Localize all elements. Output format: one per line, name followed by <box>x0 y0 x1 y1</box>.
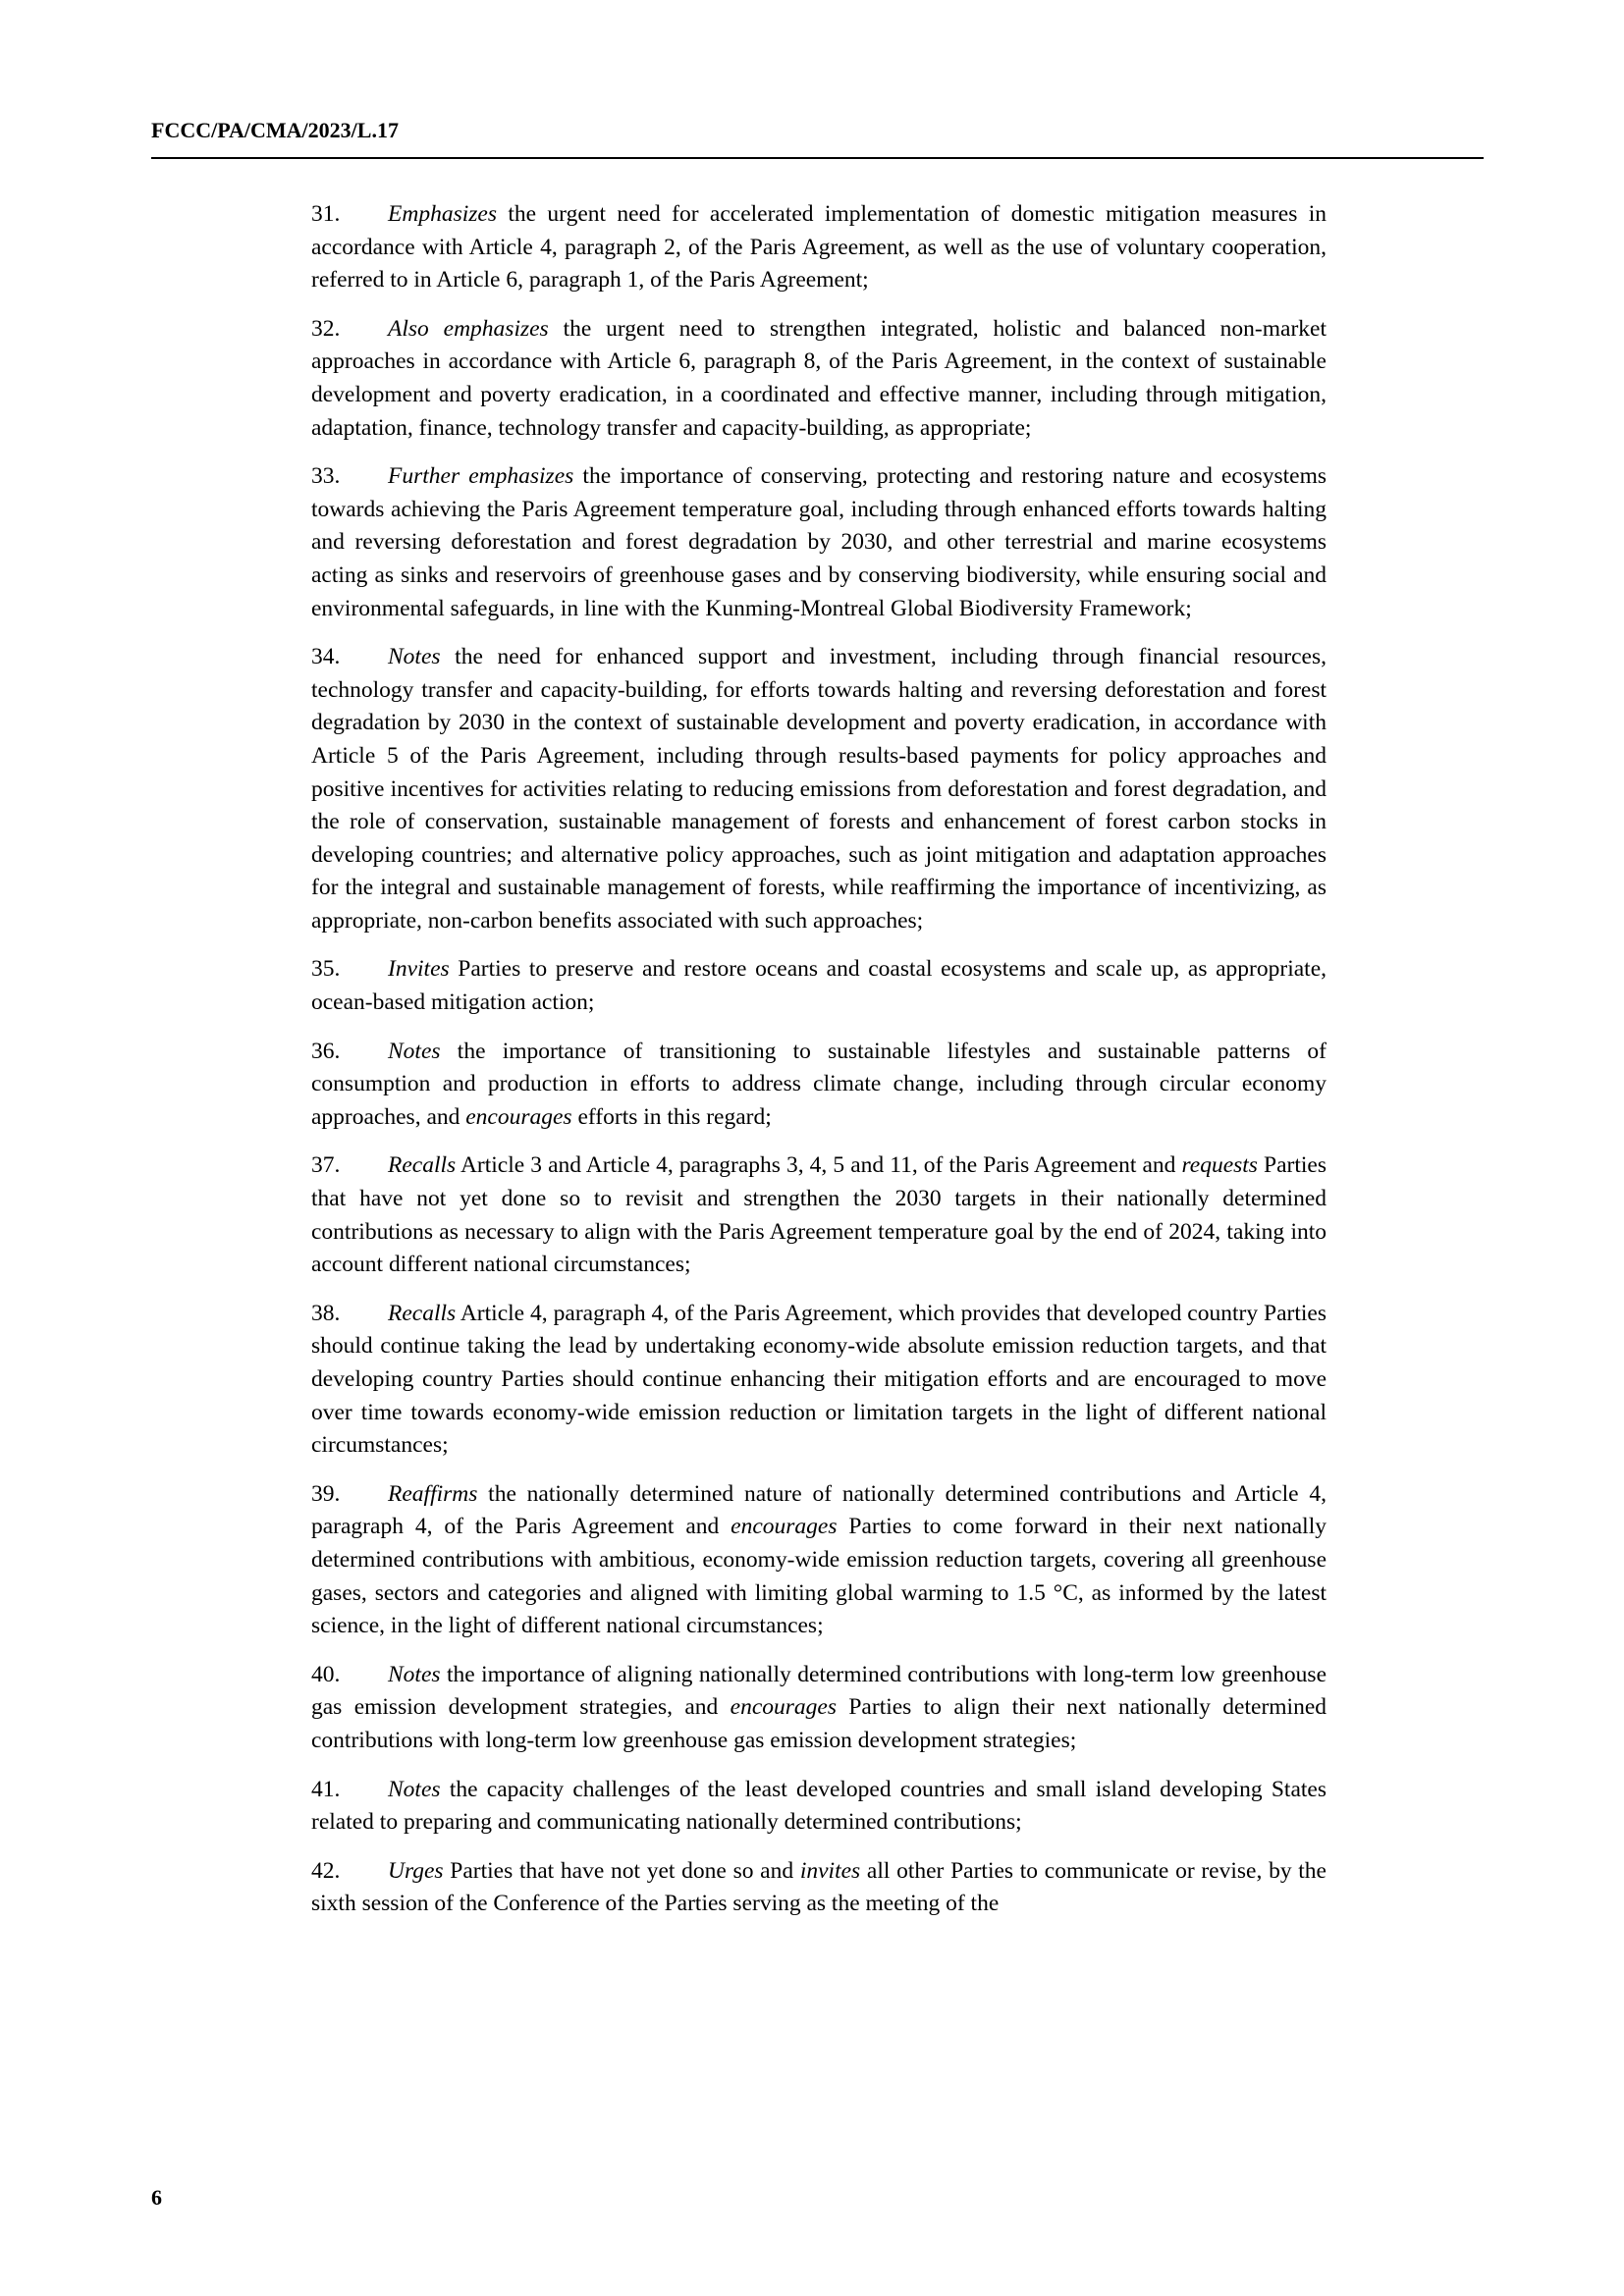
operative-verb: Reaffirms <box>388 1480 478 1507</box>
operative-verb: Urges <box>388 1857 444 1884</box>
paragraph <box>311 1298 1326 1463</box>
operative-verb: requests <box>1181 1152 1258 1179</box>
paragraph <box>311 641 1326 937</box>
paragraph-number: 40. <box>311 1661 341 1687</box>
paragraph-text: Parties to align their next nationally determined contributions with long-term low greenhouse gas emission development strategies; <box>311 1694 1327 1753</box>
paragraph-text: the nationally determined nature of nationally determined contributions and Article 4, paragraph 4, of the Paris Agreement and <box>311 1480 1326 1540</box>
paragraph-number: 36. <box>311 1038 341 1064</box>
document-symbol: FCCC/PA/CMA/2023/L.17 <box>151 118 399 142</box>
operative-verb: Also emphasizes <box>388 315 549 342</box>
operative-verb: Invites <box>388 956 450 983</box>
paragraph-number: 31. <box>311 201 341 227</box>
paragraph-text: the importance of transitioning to sustainable lifestyles and sustainable patterns of consumption and production in efforts to address climate change, including through circular economy approaches, and <box>311 1038 1326 1130</box>
page-number: 6 <box>151 2185 162 2210</box>
paragraph <box>311 1149 1326 1281</box>
paragraph-text: Article 3 and Article 4, paragraphs 3, 4, 5 and 11, of the Paris Agreement and <box>456 1152 1182 1179</box>
paragraph-number: 35. <box>311 956 341 983</box>
operative-verb: Notes <box>388 644 441 670</box>
paragraph-text: the importance of aligning nationally determined contributions with long-term low greenhouse gas emission development strategies, and <box>311 1661 1326 1721</box>
paragraph <box>311 198 1326 297</box>
operative-verb: invites <box>799 1857 861 1884</box>
paragraph-text: Parties to come forward in their next nationally determined contributions with ambitious, economy-wide emission reduction targets, covering all greenhouse gases, sectors and categories and aligned with limiting global warming to 1.5 °C, as informed by the latest science, in the light of different national circumstances; <box>311 1514 1326 1639</box>
operative-verb: Recalls <box>388 1152 457 1179</box>
paragraph <box>311 1478 1326 1643</box>
operative-verb: encourages <box>465 1103 572 1130</box>
paragraph-text: Parties that have not yet done so to revisit and strengthen the 2030 targets in their nationally determined contributions as necessary to align with the Paris Agreement temperature goal by the end of 2024, taking into account different national circumstances; <box>311 1152 1326 1278</box>
paragraph-number: 32. <box>311 315 341 342</box>
paragraph-number: 38. <box>311 1300 341 1326</box>
paragraph-number: 42. <box>311 1857 341 1884</box>
header-rule <box>151 157 1484 159</box>
operative-verb: encourages <box>731 1514 838 1540</box>
operative-verb: Notes <box>388 1661 441 1687</box>
paragraph-text: efforts in this regard; <box>571 1103 772 1130</box>
operative-verb: encourages <box>730 1694 837 1721</box>
paragraph-number: 39. <box>311 1480 341 1507</box>
operative-verb: Further emphasizes <box>388 463 574 490</box>
paragraph-text: the urgent need to strengthen integrated, holistic and balanced non-market approaches in accordance with Article 6, paragraph 8, of the Paris Agreement, in the context of sustainable development and poverty eradication, in a coordinated and effective manner, including through mitigation, adaptation, finance, technology transfer and capacity-building, as appropriate; <box>311 315 1327 441</box>
paragraph-text: the urgent need for accelerated implementation of domestic mitigation measures in accordance with Article 4, paragraph 2, of the Paris Agreement, as well as the use of voluntary cooperation, referred to in Article 6, paragraph 1, of the Paris Agreement; <box>311 201 1326 294</box>
paragraph-text: Parties that have not yet done so and <box>443 1857 800 1884</box>
paragraph-number: 41. <box>311 1776 341 1802</box>
paragraph-text: the capacity challenges of the least developed countries and small island developing States related to preparing and communicating nationally determined contributions; <box>311 1776 1326 1836</box>
paragraph-number: 33. <box>311 463 341 490</box>
operative-verb: Notes <box>388 1776 441 1802</box>
document-body <box>311 198 1326 1937</box>
paragraph <box>311 953 1326 1019</box>
operative-verb: Notes <box>388 1038 441 1064</box>
paragraph <box>311 1855 1326 1921</box>
operative-verb: Recalls <box>388 1300 457 1326</box>
paragraph <box>311 460 1326 625</box>
paragraph-text: Article 4, paragraph 4, of the Paris Agreement, which provides that developed country Parties should continue taking the lead by undertaking economy-wide absolute emission reduction targets, and that developing country Parties should continue enhancing their mitigation efforts and are encouraged to move over time towards economy-wide emission reduction or limitation targets in the light of different national circumstances; <box>311 1300 1326 1459</box>
paragraph-text: the importance of conserving, protecting and restoring nature and ecosystems towards achieving the Paris Agreement temperature goal, including through enhanced efforts towards halting and reversing deforestation and forest degradation by 2030, and other terrestrial and marine ecosystems acting as sinks and reservoirs of greenhouse gases and by conserving biodiversity, while ensuring social and environmental safeguards, in line with the Kunming-Montreal Global Biodiversity Framework; <box>311 463 1326 621</box>
paragraph <box>311 1774 1326 1840</box>
paragraph-text: the need for enhanced support and investment, including through financial resources, technology transfer and capacity-building, for efforts towards halting and reversing deforestation and forest degradation by 2030 in the context of sustainable development and poverty eradication, in accordance with Article 5 of the Paris Agreement, including through results-based payments for policy approaches and positive incentives for activities relating to reducing emissions from deforestation and forest degradation, and the role of conservation, sustainable management of forests and enhancement of forest carbon stocks in developing countries; and alternative policy approaches, such as joint mitigation and adaptation approaches for the integral and sustainable management of forests, while reaffirming the importance of incentivizing, as appropriate, non-carbon benefits associated with such approaches; <box>311 644 1326 934</box>
operative-verb: Emphasizes <box>388 201 497 227</box>
paragraph <box>311 1036 1326 1135</box>
paragraph-number: 37. <box>311 1152 341 1179</box>
paragraph-text: all other Parties to communicate or revise, by the sixth session of the Conference of the Parties serving as the meeting of the <box>311 1857 1326 1917</box>
paragraph-number: 34. <box>311 644 341 670</box>
paragraph <box>311 1659 1326 1758</box>
paragraph <box>311 313 1326 445</box>
paragraph-text: Parties to preserve and restore oceans and coastal ecosystems and scale up, as appropriate, ocean-based mitigation action; <box>311 956 1326 1016</box>
